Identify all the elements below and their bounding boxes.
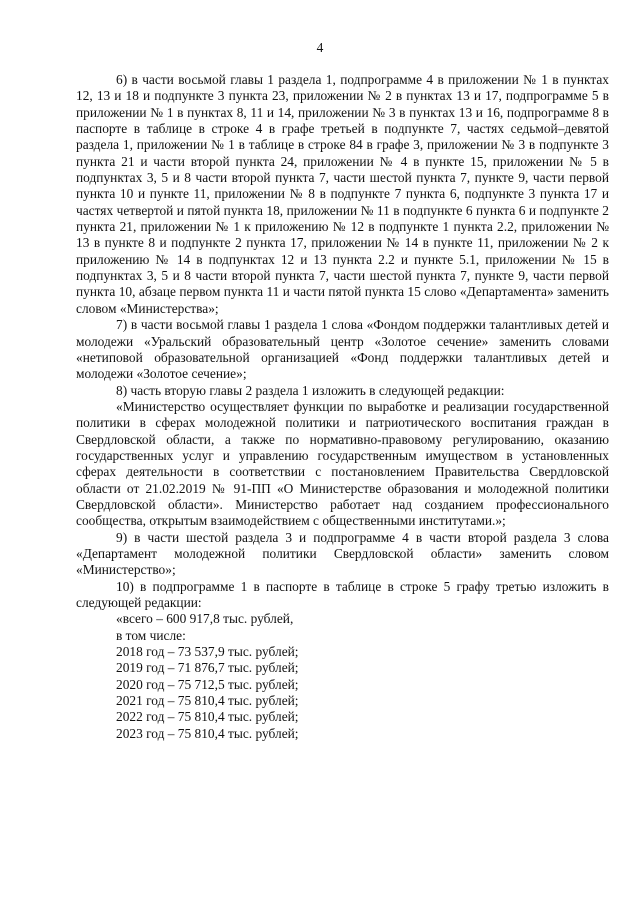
funding-year-line: 2023 год – 75 810,4 тыс. рублей; [116, 725, 299, 741]
funding-year-line: 2021 год – 75 810,4 тыс. рублей; [116, 693, 299, 709]
funding-including-line: в том числе: [116, 627, 186, 643]
funding-list [76, 611, 609, 742]
paragraph-quoted-ministry-functions: «Министерство осуществляет функции по выработке и реализации государственной политики в сферах молодежной политики и патриотического воспитания граждан в Свердловской области, а также по нормативно-правовому регулированию, оказанию государственных услуг и управлению государственным имуществом в установленных сферах деятельности в соответствии с постановлением Правительства Свердловской области от 21.02.2019 № 91-ПП «О Министерстве образования и молодежной политики Свердловской области». Министерство работает над созданием профессионального сообщества, открытым взаимодействием с общественными институтами.»; [76, 398, 609, 529]
paragraph-item-10: 10) в подпрограмме 1 в паспорте в таблице в строке 5 графу третью изложить в следующей редакции: [76, 578, 609, 610]
funding-year-line: 2019 год – 71 876,7 тыс. рублей; [116, 660, 299, 676]
paragraph-item-9: 9) в части шестой раздела 3 и подпрограмме 4 в части второй раздела 3 слова «Департамент молодежной политики Свердловской области» заменить словом «Министерство»; [76, 529, 609, 578]
paragraph-item-7: 7) в части восьмой главы 1 раздела 1 слова «Фондом поддержки талантливых детей и молодежи «Уральский образовательный центр «Золотое сечение» заменить словами «нетиповой образовательной организацией «Фонд поддержки талантливых детей и молодежи «Золотое сечение»; [76, 317, 609, 382]
page-number: 4 [316, 40, 324, 55]
funding-year-line: 2020 год – 75 712,5 тыс. рублей; [116, 676, 299, 692]
funding-total-line: «всего – 600 917,8 тыс. рублей, [116, 611, 294, 627]
funding-year-line: 2018 год – 73 537,9 тыс. рублей; [116, 644, 299, 660]
paragraph-item-6: 6) в части восьмой главы 1 раздела 1, подпрограмме 4 в приложении № 1 в пунктах 12, 13 и 18 и подпункте 3 пункта 23, приложении № 2 в пунктах 13 и 17, подпрограмме 5 в приложении № 1 в пунктах 8, 11 и 14, приложении № 3 в пунктах 13 и 16, подпрограмме 8 в паспорте в таблице в строке 4 в графе третьей в подпункте 7, частях седьмой–девятой раздела 1, приложении № 1 в таблице в строке 84 в графе 3, приложении № 3 в подпункте 3 пункта 21 и части второй пункта 24, приложении № 4 в пункте 15, приложении № 5 в подпунктах 3, 5 и 8 части второй пункта 7, части шестой пункта 7, пункте 9, части первой пункта 10 и пункте 11, приложении № 8 в подпункте 7 пункта 6, подпункте 3 пункта 17 и частях четвертой и пятой пункта 18, приложении № 11 в подпункте 6 пункта 6 и подпункте 2 пункта 21, приложении № 1 к приложению № 12 в подпункте 1 пункта 2.2, приложении № 13 в пункте 8 и подпункте 2 пункта 17, приложении № 14 в пункте 11, приложении № 2 к приложению № 14 в подпунктах 12 и 13 пункта 2.2 и пункте 5.1, приложении № 15 в подпунктах 3, 5 и 8 части второй пункта 7, части шестой пункта 7, пункте 9, части первой пункта 10, абзаце первом пункта 11 и части пятой пункта 15 слово «Департамента» заменить словом «Министерства»; [76, 72, 609, 316]
paragraph-item-8: 8) часть вторую главы 2 раздела 1 изложить в следующей редакции: [116, 382, 505, 398]
document-body [76, 72, 609, 742]
funding-year-line: 2022 год – 75 810,4 тыс. рублей; [116, 709, 299, 725]
